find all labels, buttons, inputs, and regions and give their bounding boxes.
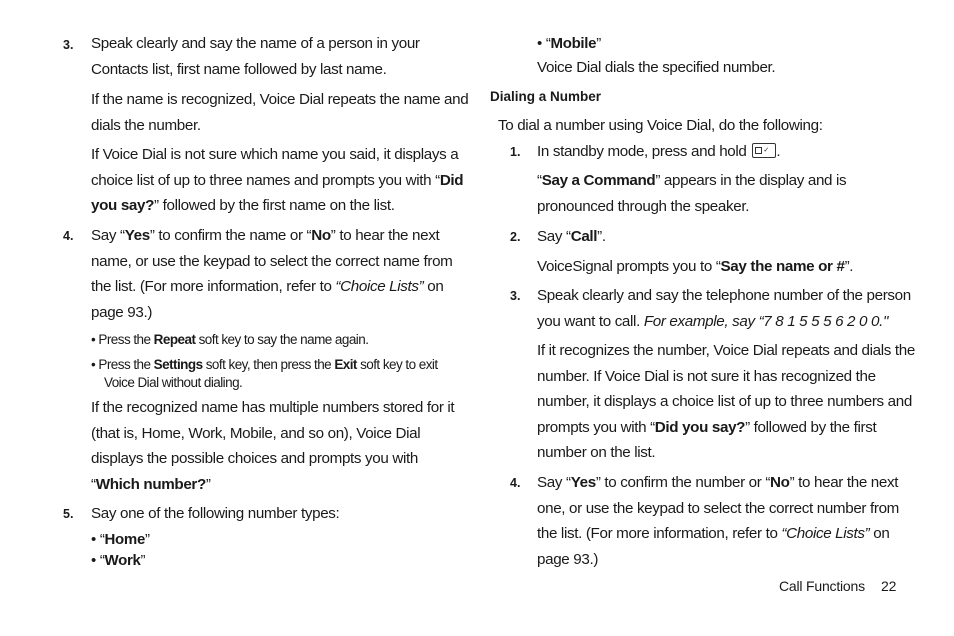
bullet-item: • “Mobile”	[537, 35, 601, 52]
paragraph: Voice Dial dials the specified number.	[537, 59, 776, 76]
step-number: 1.	[510, 145, 521, 159]
step-number: 3.	[63, 38, 74, 52]
step-number: 4.	[63, 229, 74, 243]
section-heading: Dialing a Number	[490, 89, 602, 104]
bullet-item: • Press the Settings soft key, then press the Exit soft key to exit Voice Dial without dialing.	[91, 357, 438, 390]
step-number: 2.	[510, 230, 521, 244]
bullet-glyph: •	[91, 357, 96, 372]
step-number: 5.	[63, 507, 74, 521]
bullet-item: • “Work”	[91, 552, 146, 569]
paragraph: Say “Yes” to confirm the name or “No” to hear the next name, or use the keypad to select the correct name from the list. (For more information, refer to “Choice Lists” on page 93.)	[91, 227, 453, 321]
paragraph: Say one of the following number types:	[91, 505, 340, 522]
paragraph: If Voice Dial is not sure which name you said, it displays a choice list of up to three names and prompts you with “Did you say?” followed by the first name on the list.	[91, 146, 464, 214]
step-number: 4.	[510, 476, 521, 490]
bullet-item: • “Home”	[91, 531, 150, 548]
choice-lists-reference: “Choice Lists”	[781, 525, 870, 542]
step-number: 3.	[510, 289, 521, 303]
bullet-glyph: •	[91, 332, 96, 347]
paragraph: VoiceSignal prompts you to “Say the name or #”.	[537, 258, 854, 275]
choice-lists-reference: “Choice Lists”	[335, 278, 424, 295]
paragraph: If the recognized name has multiple numbers stored for it (that is, Home, Work, Mobile, and so on), Voice Dial displays the possible choices and prompts you with “Which number?”	[91, 399, 455, 493]
bullet-item: • Press the Repeat soft key to say the name again.	[91, 332, 369, 347]
paragraph: To dial a number using Voice Dial, do the following:	[498, 117, 823, 134]
paragraph: If it recognizes the number, Voice Dial repeats and dials the number. If Voice Dial is not sure it has recognized the number, it displays a choice list of up to three numbers and prompts you with “Did you say?” followed by the first number on the list.	[537, 342, 915, 461]
paragraph: If the name is recognized, Voice Dial repeats the name and dials the number.	[91, 91, 469, 134]
paragraph: “Say a Command” appears in the display and is pronounced through the speaker.	[537, 172, 847, 215]
paragraph: Speak clearly and say the telephone number of the person you want to call. For example, say “7 8 1 5 5 5 6 2 0 0."	[537, 287, 911, 330]
voice-key-icon: ✓	[752, 143, 776, 158]
footer-section-title: Call Functions	[779, 578, 865, 594]
paragraph: Say “Call”.	[537, 228, 606, 245]
paragraph: Say “Yes” to confirm the number or “No” to hear the next one, or use the keypad to select the correct number from the list. (For more information, refer to “Choice Lists” on page 93.)	[537, 474, 899, 568]
paragraph: In standby mode, press and hold ✓ .	[537, 143, 781, 160]
paragraph: Speak clearly and say the name of a person in your Contacts list, first name followed by last name.	[91, 35, 420, 78]
page-number: 22	[881, 578, 897, 594]
